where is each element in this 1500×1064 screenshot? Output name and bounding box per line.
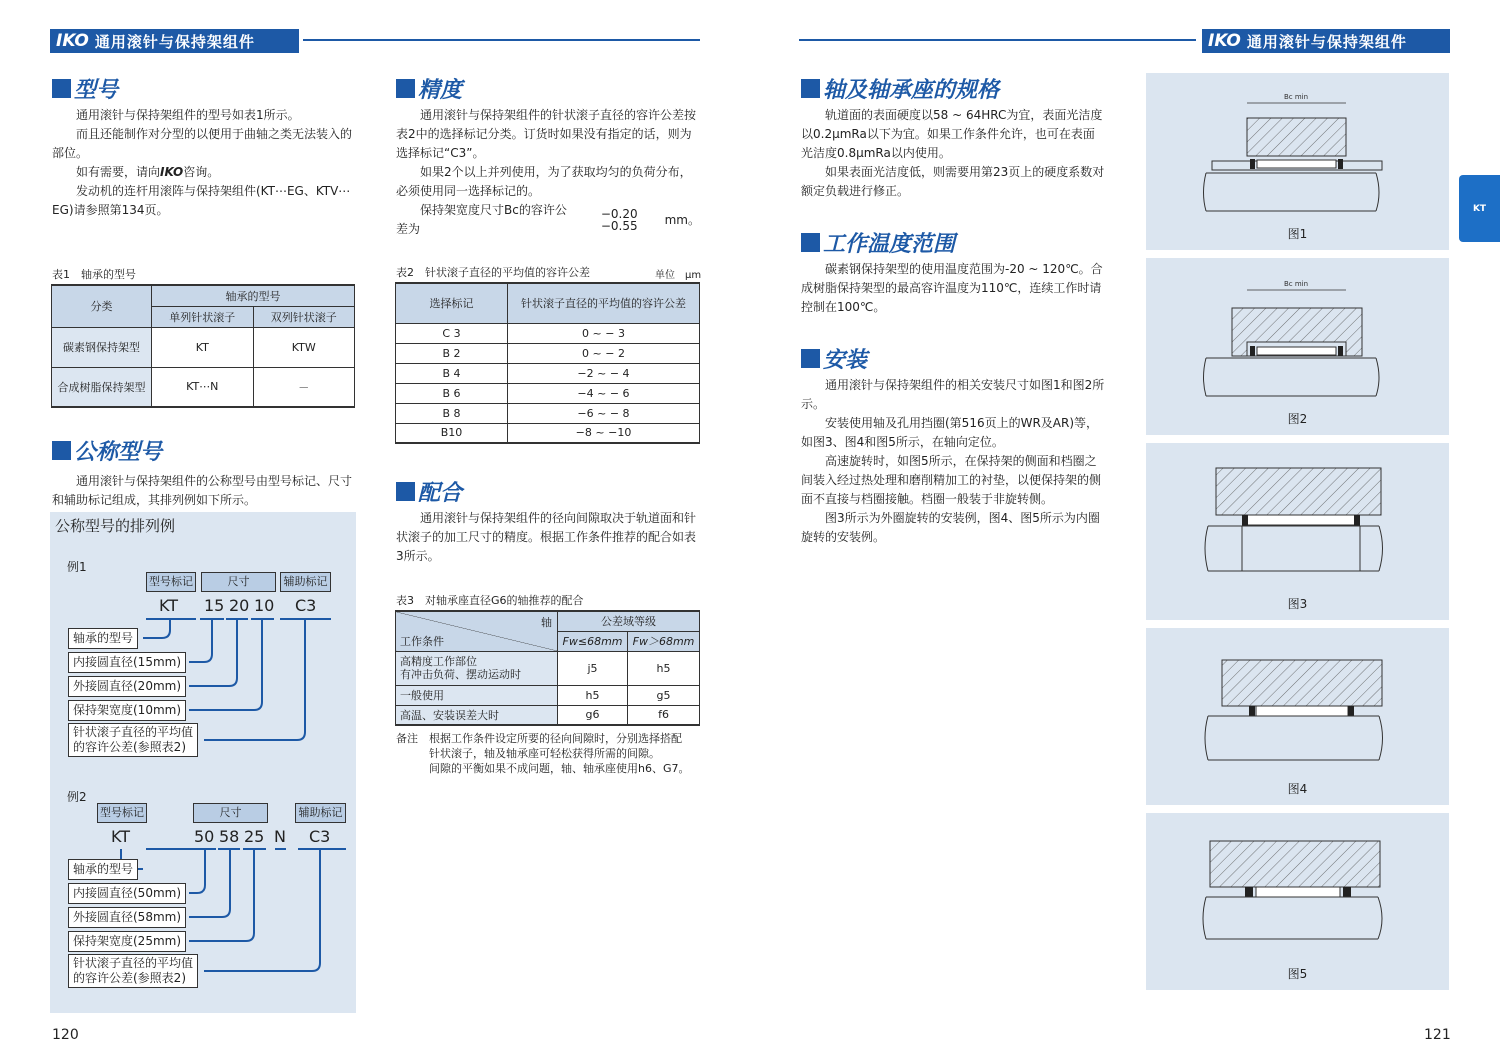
nominal-text: 通用滚针与保持架组件的公称型号由型号标记、尺寸和辅助标记组成，其排列例如下所示。 [52, 474, 353, 507]
figure5-drawing [1146, 813, 1449, 963]
table2-unit: 单位 μm [655, 270, 702, 281]
figure-1 [1146, 73, 1449, 250]
table3-caption: 表3 对轴承座直径G6的轴推荐的配合 [396, 594, 584, 607]
code-10: 10 [254, 596, 275, 615]
ex2-box4: 保持架宽度(25mm) [68, 931, 186, 952]
ex2-box5: 针状滚子直径的平均值 的容许公差(参照表2) [68, 954, 198, 988]
tag-aux: 辅助标记 [295, 803, 346, 823]
example1-label: 例1 [67, 560, 87, 574]
figure-5 [1146, 813, 1449, 990]
code-c3: C3 [309, 827, 331, 846]
accuracy-text: 通用滚针与保持架组件的针状滚子直径的容许公差按表2中的选择标记分类。订货时如果没有指定的话，则为选择标记“C3”。 如果2个以上并列使用，为了获取均匀的负荷分布，必须使用同一选择标记的。 保持架宽度尺寸Bc的容许公差为 −0.20 −0.55 mm。 [396, 108, 700, 236]
code-25: 25 [244, 827, 265, 846]
figure-4 [1146, 628, 1449, 805]
figure4-drawing [1146, 628, 1449, 778]
ex1-box3: 外接圆直径(20mm) [68, 676, 186, 697]
figure5-label: 图5 [1287, 967, 1308, 981]
page-number-right: 121 [1424, 1027, 1451, 1043]
section-title-install: 安装 [801, 343, 867, 374]
figure4-label: 图4 [1287, 782, 1308, 796]
ex2-box1: 轴承的型号 [68, 859, 138, 880]
header-right [799, 29, 1450, 55]
section-title-accuracy: 精度 [396, 73, 462, 104]
table3: 轴 工作条件 公差域等级 Fw≤68mm Fw＞68mm 高精度工作部位 有冲击负荷、摆动运动时 j5 h5 一般使用 h5 g5 高温、安装误差大时 g6 f6 [395, 610, 700, 726]
figure-2 [1146, 258, 1449, 435]
code-c3: C3 [295, 596, 317, 615]
example2-label: 例2 [67, 790, 87, 804]
ex2-box2: 内接圆直径(50mm) [68, 883, 186, 904]
code-50: 50 [194, 827, 215, 846]
iko-logo: IKO [56, 31, 89, 51]
page-number-left: 120 [52, 1027, 79, 1043]
iko-logo: IKO [1208, 31, 1241, 51]
code-kt: KT [111, 827, 131, 846]
shaft-text: 轨道面的表面硬度以58 ~ 64HRC为宜，表面光洁度以0.2μmRa以下为宜。如果工作条件允许，也可在表面光洁度0.8μmRa以内使用。 如果表面光洁度低，则需要用第23页上的硬度系数对额定负载进行修正。 [801, 108, 1105, 198]
tag-size: 尺寸 [201, 572, 276, 592]
table2: 选择标记 针状滚子直径的平均值的容许公差 C 3 0 ~ − 3 B 2 0 ~ − 2 B 4 −2 ~ − 4 B 6 −4 ~ − 6 B 8 −6 ~ − 8 B10 −8 ~ −10 [395, 282, 700, 444]
fig2-bc-label: Bc min [1283, 280, 1309, 288]
table2-caption: 表2 针状滚子直径的平均值的容许公差 [396, 266, 590, 279]
ex1-box1: 轴承的型号 [68, 628, 138, 649]
tag-type: 型号标记 [146, 572, 196, 592]
figure1-label: 图1 [1287, 227, 1308, 241]
section-title-nominal: 公称型号 [52, 435, 162, 466]
table1-caption: 表1 轴承的型号 [52, 268, 136, 281]
table1: 分类 轴承的型号 单列针状滚子 双列针状滚子 碳素钢保持架型 KT KTW 合成树脂保持架型 KT⋯N － [51, 284, 355, 408]
header-title: 通用滚针与保持架组件 [1246, 32, 1407, 51]
code-58: 58 [219, 827, 240, 846]
figure1-drawing [1146, 73, 1449, 223]
ex1-box4: 保持架宽度(10mm) [68, 700, 186, 721]
example-title: 公称型号的排列例 [55, 517, 176, 535]
ex1-box2: 内接圆直径(15mm) [68, 652, 186, 673]
header-left [50, 29, 700, 55]
code-kt: KT [159, 596, 179, 615]
model-text: 通用滚针与保持架组件的型号如表1所示。 而且还能制作对分型的以便用于曲轴之类无法装入的部位。 如有需要，请向IKO咨询。 发动机的连杆用滚阵与保持架组件(KT⋯EG、KTV⋯EG)请参照第134页。 [52, 108, 353, 217]
table3-note: 备注 根据工作条件设定所要的径向间隙时，分别选择搭配 针状滚子，轴及轴承座可轻松获得所需的间隙。 间隙的平衡如果不成问题，轴、轴承座使用h6、G7。 [396, 732, 690, 775]
tag-aux: 辅助标记 [280, 572, 331, 592]
section-title-fit: 配合 [396, 476, 462, 507]
iko-logo-inline: IKO [160, 165, 184, 179]
fig1-bc-label: Bc min [1283, 93, 1309, 101]
figure3-label: 图3 [1287, 597, 1308, 611]
example-panel [50, 512, 356, 1013]
temperature-text: 碳素钢保持架型的使用温度范围为-20 ~ 120℃。合成树脂保持架型的最高容许温度为110℃，连续工作时请控制在100℃。 [801, 262, 1103, 314]
tag-type: 型号标记 [97, 803, 147, 823]
fit-text: 通用滚针与保持架组件的径向间隙取决于轨道面和针状滚子的加工尺寸的精度。根据工作条件推荐的配合如表3所示。 [396, 511, 697, 563]
ex1-box5: 针状滚子直径的平均值 的容许公差(参照表2) [68, 723, 198, 757]
header-title: 通用滚针与保持架组件 [94, 32, 255, 51]
tag-size: 尺寸 [193, 803, 268, 823]
section-title-temperature: 工作温度范围 [801, 227, 955, 258]
figure-3 [1146, 443, 1449, 620]
ex2-box3: 外接圆直径(58mm) [68, 907, 186, 928]
code-20: 20 [229, 596, 250, 615]
install-text: 通用滚针与保持架组件的相关安装尺寸如图1和图2所示。 安装使用轴及孔用挡圈(第516页上的WR及AR)等，如图3、图4和图5所示，在轴向定位。 高速旋转时，如图5所示，在保持架的侧面和档圈之间装入经过热处理和磨削精加工的衬垫，以便保持架的侧面不直接与档圈接触。档圈一般装于非旋转侧。 图3所示为外圈旋转的安装例，图4、图5所示为内圈旋转的安装例。 [801, 378, 1105, 544]
code-15: 15 [204, 596, 225, 615]
section-title-model: 型号 [52, 73, 118, 104]
section-title-shaft: 轴及轴承座的规格 [801, 73, 999, 104]
code-n: N [274, 827, 286, 846]
figure3-drawing [1146, 443, 1449, 593]
figure2-label: 图2 [1287, 412, 1308, 426]
figure2-drawing [1146, 258, 1449, 408]
side-tab-kt[interactable]: KT [1459, 175, 1500, 242]
